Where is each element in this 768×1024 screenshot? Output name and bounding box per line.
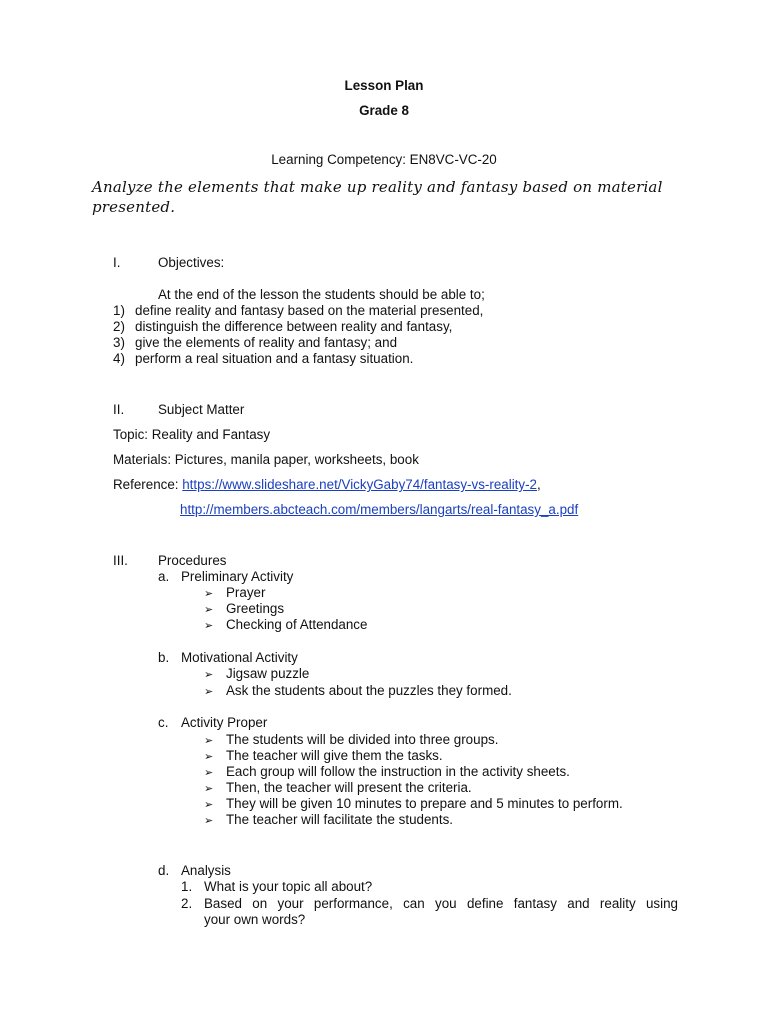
arrow-bullet-icon: ➢ [204, 669, 214, 681]
procedure-label-d: d. [158, 863, 170, 878]
bullet-item: ➢ Prayer [204, 585, 266, 600]
procedures-heading: Procedures [158, 553, 227, 568]
procedure-label-c: c. [158, 715, 169, 730]
reference-line-2 [180, 502, 578, 517]
procedure-label-a: a. [158, 569, 170, 584]
section-numeral-procedures: III. [113, 553, 128, 568]
section-numeral-objectives: I. [113, 255, 121, 270]
objective-number: 3) [113, 335, 125, 350]
topic-line: Topic: Reality and Fantasy [113, 427, 271, 442]
subject-matter-heading: Subject Matter [158, 402, 245, 417]
bullet-item: ➢ The students will be divided into three groups. [204, 732, 499, 747]
analysis-question-continued: your own words? [204, 912, 306, 927]
objective-item: give the elements of reality and fantasy; and [135, 335, 398, 350]
analysis-question: Based on your performance, can you define fantasy and reality using [204, 896, 678, 911]
procedure-label-b: b. [158, 650, 170, 665]
arrow-bullet-icon: ➢ [204, 815, 214, 827]
bullet-item: ➢ Checking of Attendance [204, 617, 368, 632]
competency-statement-line2: presented. [92, 198, 176, 216]
bullet-item: ➢ They will be given 10 minutes to prepare and 5 minutes to perform. [204, 796, 623, 811]
objective-item: define reality and fantasy based on the material presented, [135, 303, 484, 318]
arrow-bullet-icon: ➢ [204, 767, 214, 779]
analysis-heading: Analysis [181, 863, 231, 878]
motivational-activity-heading: Motivational Activity [181, 650, 298, 665]
arrow-bullet-icon: ➢ [204, 588, 214, 600]
preliminary-activity-heading: Preliminary Activity [181, 569, 294, 584]
bullet-item: ➢ The teacher will give them the tasks. [204, 748, 443, 763]
document-title: Lesson Plan [344, 78, 424, 93]
bullet-item: ➢ Jigsaw puzzle [204, 666, 310, 681]
arrow-bullet-icon: ➢ [204, 799, 214, 811]
reference-comma: , [537, 477, 541, 492]
objective-number: 2) [113, 319, 125, 334]
reference-link-abcteach[interactable]: http://members.abcteach.com/members/langarts/real-fantasy_a.pdf [180, 502, 579, 517]
arrow-bullet-icon: ➢ [204, 751, 214, 763]
reference-line [113, 477, 541, 492]
objectives-heading: Objectives: [158, 255, 225, 270]
objective-number: 4) [113, 351, 125, 366]
arrow-bullet-icon: ➢ [204, 783, 214, 795]
analysis-question: What is your topic all about? [204, 879, 373, 894]
arrow-bullet-icon: ➢ [204, 604, 214, 616]
materials-line: Materials: Pictures, manila paper, worksheets, book [113, 452, 419, 467]
bullet-item: ➢ The teacher will facilitate the students. [204, 812, 454, 827]
reference-label: Reference: [113, 477, 183, 492]
competency-statement-line1: Analyze the elements that make up reality and fantasy based on material [92, 178, 663, 196]
bullet-item: ➢ Then, the teacher will present the criteria. [204, 780, 472, 795]
bullet-item: ➢ Ask the students about the puzzles they formed. [204, 683, 512, 698]
arrow-bullet-icon: ➢ [204, 735, 214, 747]
reference-link-slideshare[interactable]: https://www.slideshare.net/VickyGaby74/fantasy-vs-reality-2 [182, 477, 537, 492]
section-numeral-subject-matter: II. [113, 402, 125, 417]
analysis-question-number: 1. [181, 879, 193, 894]
analysis-question-number: 2. [181, 896, 193, 911]
grade-label: Grade 8 [359, 103, 409, 118]
objective-number: 1) [113, 303, 125, 318]
arrow-bullet-icon: ➢ [204, 686, 214, 698]
objective-item: distinguish the difference between reality and fantasy, [135, 319, 453, 334]
bullet-item: ➢ Greetings [204, 601, 285, 616]
activity-proper-heading: Activity Proper [181, 715, 268, 730]
objective-item: perform a real situation and a fantasy situation. [135, 351, 414, 366]
learning-competency: Learning Competency: EN8VC-VC-20 [271, 152, 497, 167]
bullet-item: ➢ Each group will follow the instruction in the activity sheets. [204, 764, 570, 779]
arrow-bullet-icon: ➢ [204, 620, 214, 632]
objectives-intro: At the end of the lesson the students should be able to; [158, 287, 485, 302]
